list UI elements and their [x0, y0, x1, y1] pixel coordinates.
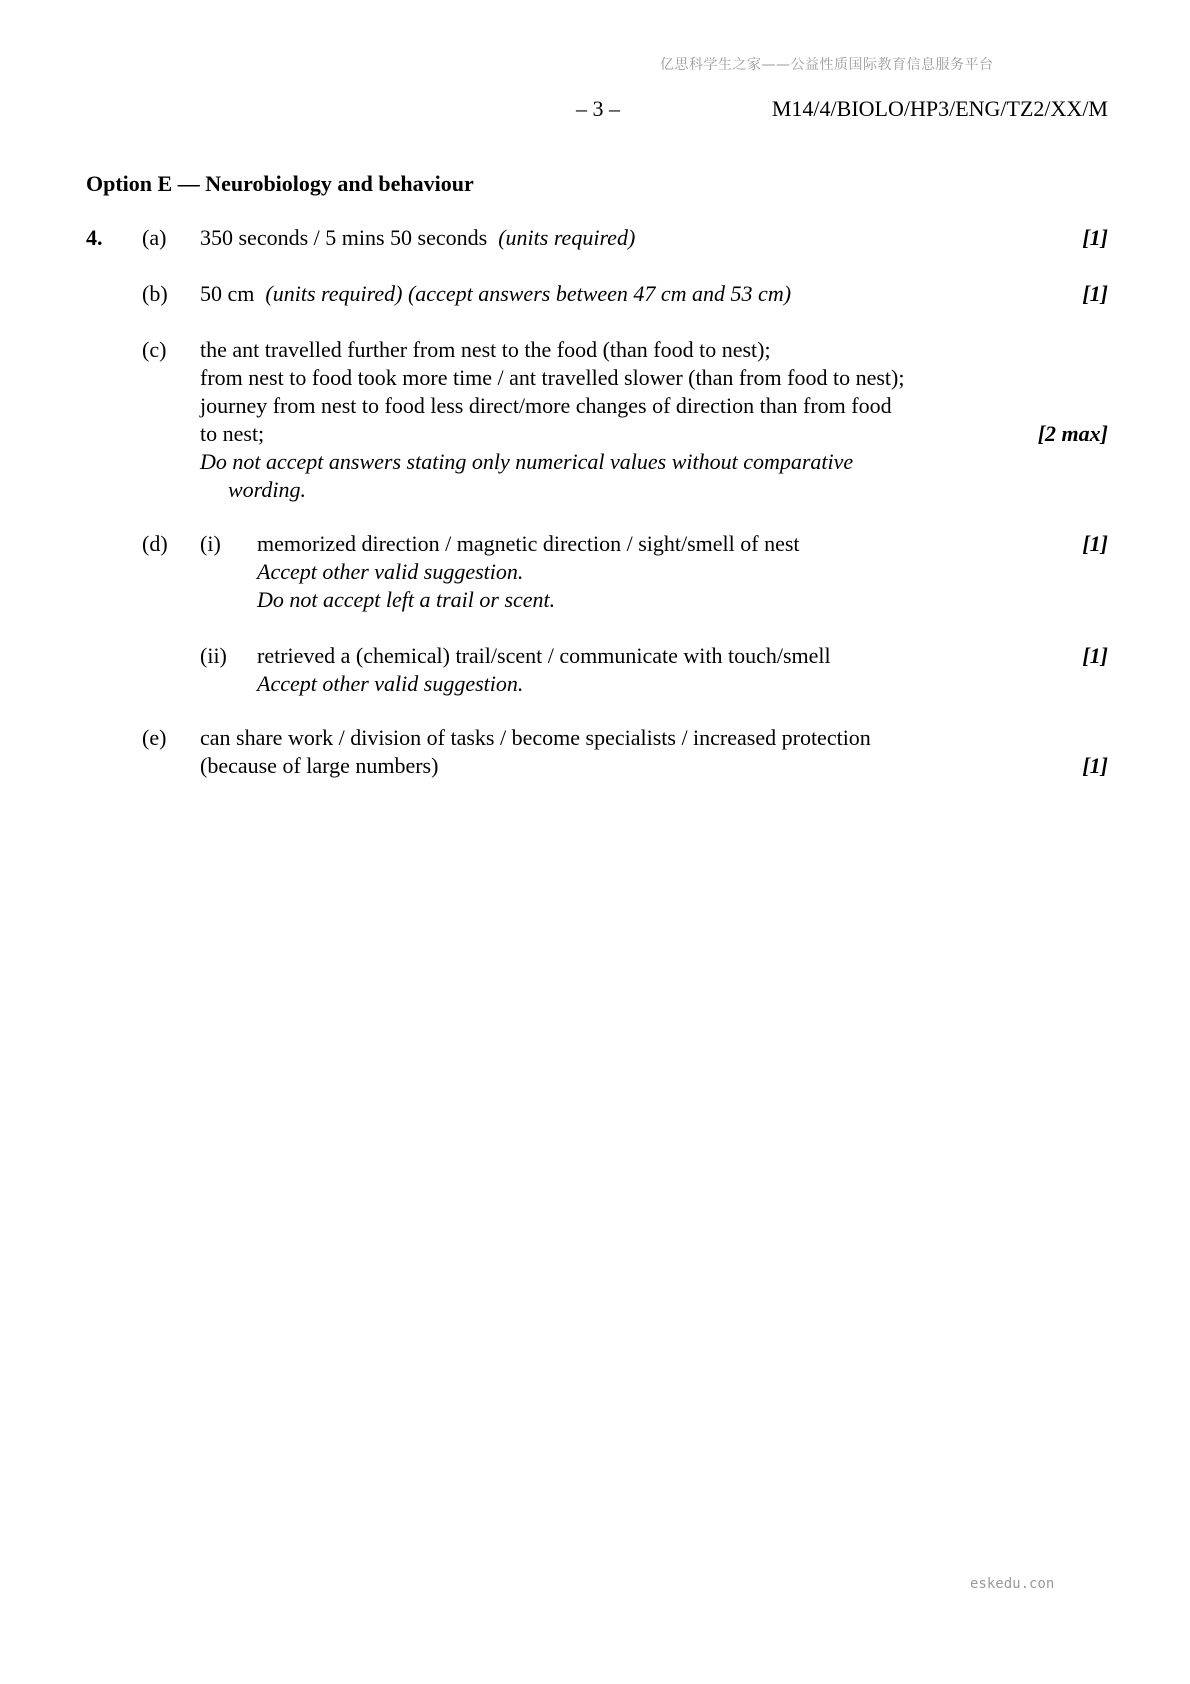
part-d-i-note-2: Do not accept left a trail or scent.: [257, 587, 556, 612]
part-a-answer-text: 350 seconds / 5 mins 50 seconds: [200, 225, 488, 250]
part-a-marks: [1]: [1082, 225, 1108, 250]
part-d-ii-note-1: Accept other valid suggestion.: [257, 671, 524, 696]
part-d-label: (d): [142, 531, 168, 556]
part-d-i-label: (i): [200, 531, 221, 556]
part-d-ii-label: (ii): [200, 643, 227, 668]
part-d-i-answer: memorized direction / magnetic direction / sight/smell of nest: [257, 531, 800, 556]
part-a-label: (a): [142, 225, 167, 250]
part-b-answer-text: 50 cm: [200, 281, 255, 306]
part-b-marks: [1]: [1082, 281, 1108, 306]
part-c-note-1: Do not accept answers stating only numerical values without comparative: [200, 449, 854, 474]
paper-code: M14/4/BIOLO/HP3/ENG/TZ2/XX/M: [771, 96, 1108, 121]
part-c-line-4: to nest;: [200, 421, 265, 446]
part-c-note-2: wording.: [228, 477, 307, 502]
part-a-note: (units required): [498, 225, 636, 250]
watermark-footer: eskedu.con: [970, 1576, 1055, 1592]
part-a-answer: [200, 224, 635, 252]
part-e-label: (e): [142, 725, 167, 750]
part-c-line-1: the ant travelled further from nest to the food (than food to nest);: [200, 337, 771, 362]
part-e-line-1: can share work / division of tasks / become specialists / increased protection: [200, 725, 871, 750]
part-e-marks: [1]: [1082, 753, 1108, 778]
part-b-label: (b): [142, 281, 168, 306]
part-b-answer: [200, 280, 791, 308]
section-title: Option E — Neurobiology and behaviour: [86, 171, 474, 196]
part-c-label: (c): [142, 337, 167, 362]
part-e-line-2: (because of large numbers): [200, 753, 439, 778]
part-d-i-note-1: Accept other valid suggestion.: [257, 559, 524, 584]
page-number: – 3 –: [576, 96, 620, 121]
part-d-ii-marks: [1]: [1082, 643, 1108, 668]
part-d-ii-answer: retrieved a (chemical) trail/scent / communicate with touch/smell: [257, 643, 831, 668]
part-c-line-3: journey from nest to food less direct/more changes of direction than from food: [200, 393, 892, 418]
part-c-line-2: from nest to food took more time / ant travelled slower (than from food to nest);: [200, 365, 905, 390]
part-d-i-marks: [1]: [1082, 531, 1108, 556]
part-c-marks: [2 max]: [1037, 421, 1108, 446]
watermark-header: 亿思科学生之家——公益性质国际教育信息服务平台: [660, 57, 994, 73]
part-b-note: (units required) (accept answers between 47 cm and 53 cm): [265, 281, 792, 306]
question-number: 4.: [86, 225, 103, 250]
